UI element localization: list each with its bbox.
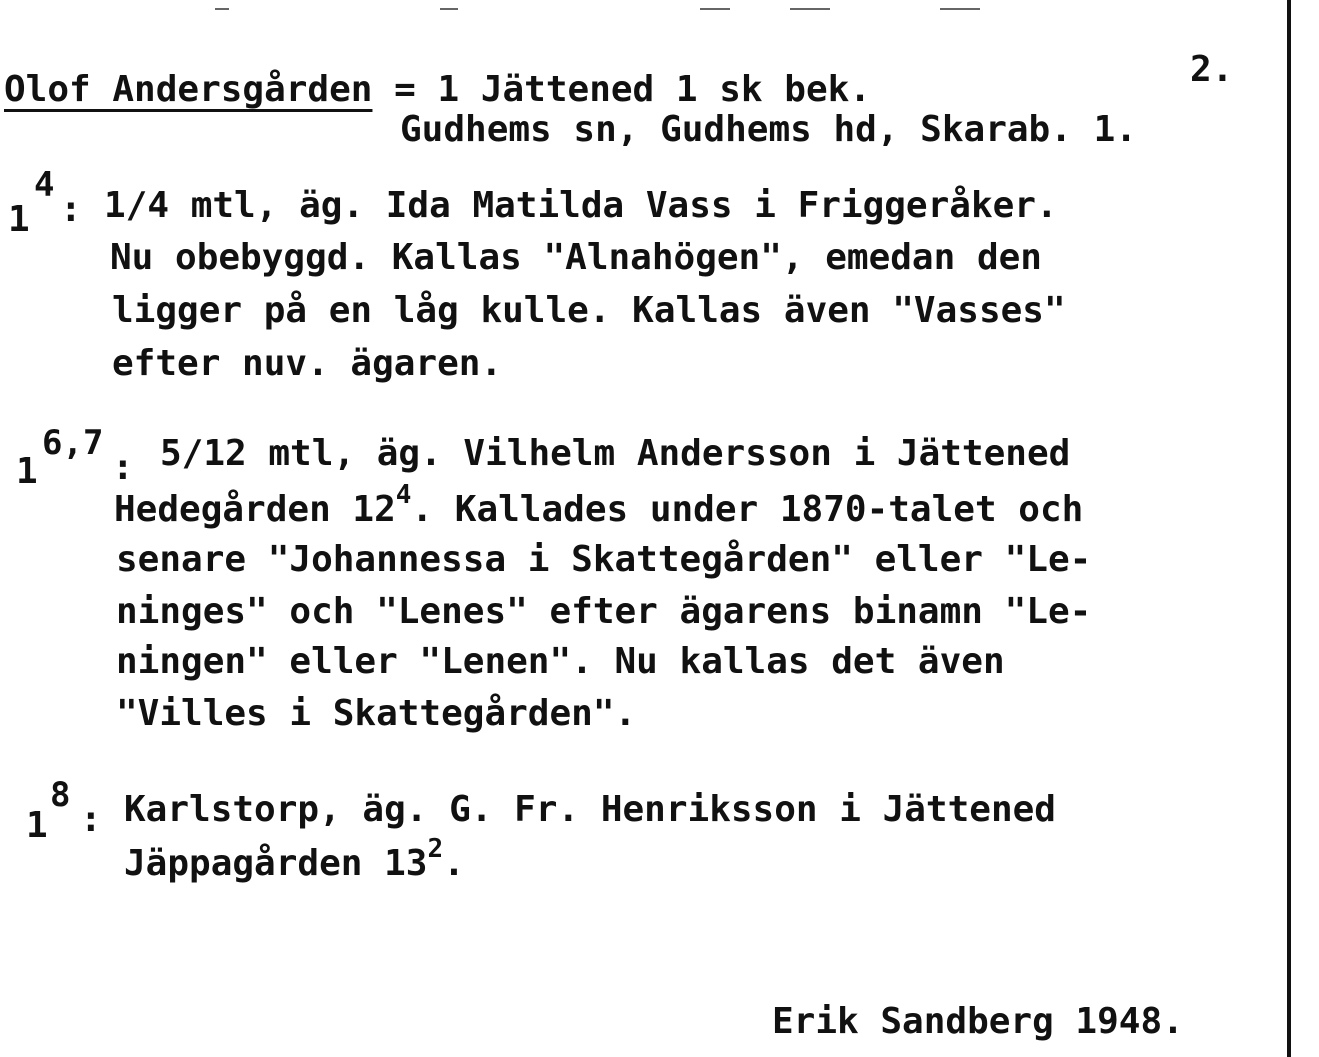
entry-line: efter nuv. ägaren. — [112, 343, 503, 384]
entry-colon: : — [112, 447, 134, 488]
entry-label: 1 — [16, 451, 38, 492]
entry-label: 1 — [26, 805, 48, 846]
inline-superscript: 4 — [395, 480, 412, 510]
entry-line: ninges" och "Lenes" efter ägarens binamn "Le- — [116, 591, 1092, 632]
card-number: 2. — [1190, 49, 1234, 90]
entry-line-tail: . — [443, 843, 465, 884]
entry-colon: : — [60, 189, 82, 230]
entry-line-head: Hedegården 12 — [114, 489, 396, 530]
entry-line — [114, 480, 1084, 530]
entry-superscript: 4 — [34, 165, 55, 205]
entry-line: Karlstorp, äg. G. Fr. Henriksson i Jättened — [124, 789, 1056, 830]
entry-line: 1/4 mtl, äg. Ida Matilda Vass i Friggeråker. — [104, 185, 1058, 226]
scan-mark — [940, 8, 980, 10]
scan-mark — [790, 8, 830, 10]
scan-mark — [440, 8, 458, 10]
entry-line: ligger på en låg kulle. Kallas även "Vasses" — [112, 290, 1066, 331]
entry-line: "Villes i Skattegården". — [116, 693, 637, 734]
author-signature: Erik Sandberg 1948. — [772, 1001, 1184, 1042]
entry-line: 5/12 mtl, äg. Vilhelm Andersson i Jättened — [160, 433, 1071, 474]
farm-name: Olof Andersgården — [4, 69, 373, 110]
entry-line-tail: . Kallades under 1870-talet och — [411, 489, 1084, 530]
entry-line-head: Jäppagården 13 — [124, 843, 428, 884]
entry-label: 1 — [8, 199, 30, 240]
entry-line: senare "Johannessa i Skattegården" eller "Le- — [116, 539, 1092, 580]
farm-description: = 1 Jättened 1 sk bek. — [372, 69, 871, 110]
entry-colon: : — [80, 799, 102, 840]
entry-line: ningen" eller "Lenen". Nu kallas det även — [116, 641, 1005, 682]
entry-line — [124, 834, 465, 884]
location-line: Gudhems sn, Gudhems hd, Skarab. 1. — [400, 109, 1137, 150]
inline-superscript: 2 — [427, 834, 444, 864]
scan-mark — [215, 8, 229, 10]
entry-line: Nu obebyggd. Kallas "Alnahögen", emedan den — [110, 237, 1042, 278]
header-line — [4, 70, 871, 110]
entry-superscript: 8 — [50, 775, 71, 815]
entry-superscript: 6,7 — [42, 423, 104, 463]
scan-mark — [700, 8, 730, 10]
card-right-border — [1287, 0, 1291, 1057]
